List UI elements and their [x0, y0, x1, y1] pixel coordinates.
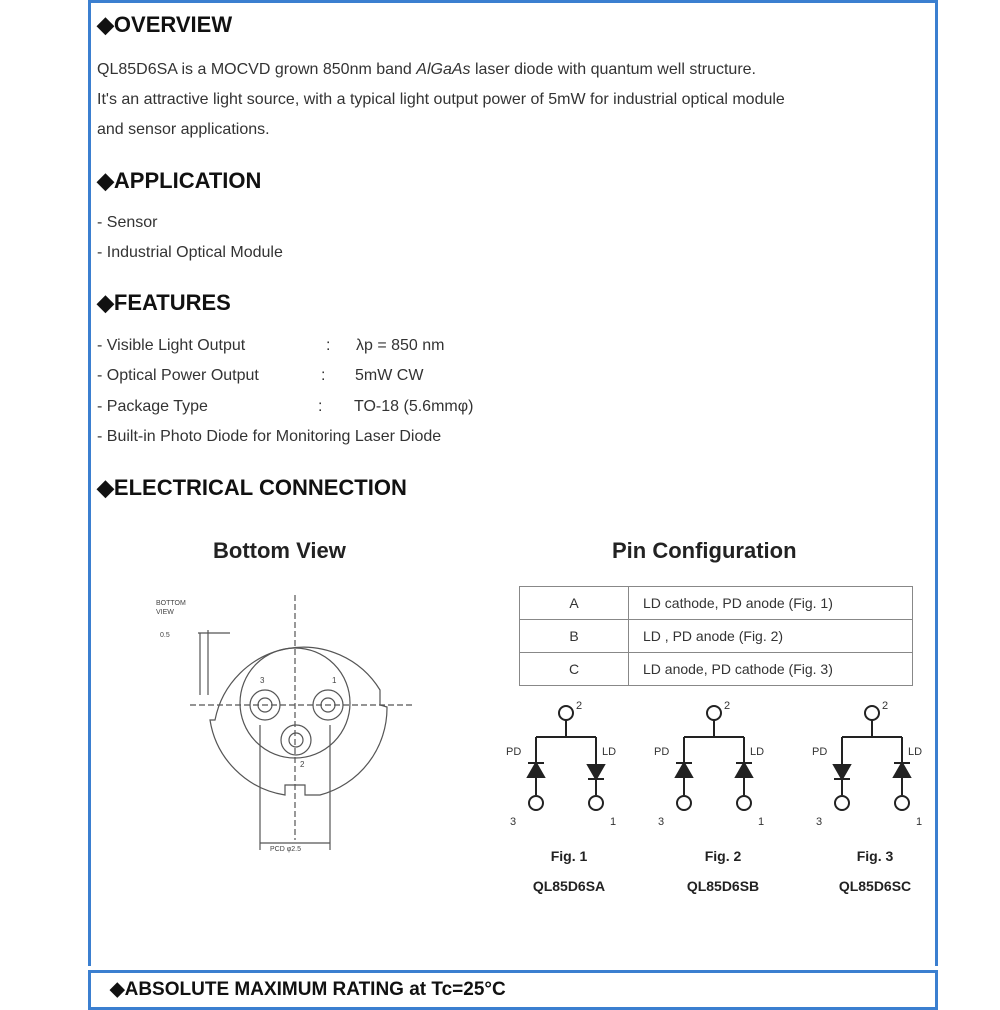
fig2-ld: LD — [750, 746, 765, 758]
fig1-pin2: 2 — [576, 700, 583, 712]
overview-line-1-pre: QL85D6SA is a MOCVD grown 850nm band — [97, 61, 417, 78]
fig2-pin3: 3 — [658, 816, 665, 828]
features-heading: ◆FEATURES — [97, 290, 231, 315]
feature-sep: : — [326, 337, 331, 354]
fig1-pd: PD — [506, 746, 522, 758]
application-heading: ◆APPLICATION — [97, 168, 262, 193]
bottom-view-title: Bottom View — [213, 538, 346, 563]
fig3-pin1: 1 — [916, 816, 923, 828]
pin-key: C — [520, 653, 629, 686]
feature-value: TO-18 (5.6mmφ) — [354, 398, 474, 415]
pin-config-table — [519, 586, 913, 686]
circuit-figures — [490, 695, 940, 835]
feature-sep: : — [318, 398, 323, 415]
pin1-label: 1 — [332, 676, 337, 685]
feature-label: - Package Type — [97, 398, 208, 415]
overview-line-1-post: laser diode with quantum well structure. — [470, 61, 756, 78]
fig2-model: QL85D6SB — [686, 878, 760, 894]
pin-value: LD cathode, PD anode (Fig. 1) — [629, 587, 913, 620]
fig3-pd: PD — [812, 746, 828, 758]
feature-label: - Optical Power Output — [97, 367, 259, 384]
table-row — [520, 620, 913, 653]
overview-line-1-italic: AlGaAs — [416, 61, 471, 78]
fig3-ld: LD — [908, 746, 923, 758]
fig2-pd: PD — [654, 746, 670, 758]
pin-key: A — [520, 587, 629, 620]
feature-label: - Visible Light Output — [97, 337, 246, 354]
feature-extra: - Built-in Photo Diode for Monitoring Laser Diode — [97, 428, 442, 445]
fig3-pin3: 3 — [816, 816, 823, 828]
application-item: - Sensor — [97, 214, 158, 231]
fig1-pin3: 3 — [510, 816, 517, 828]
pcd-label: PCD φ2.5 — [270, 846, 301, 853]
pin-value: LD , PD anode (Fig. 2) — [629, 620, 913, 653]
fig1-model: QL85D6SA — [532, 878, 606, 894]
pin-value: LD anode, PD cathode (Fig. 3) — [629, 653, 913, 686]
table-row — [520, 653, 913, 686]
application-item: - Industrial Optical Module — [97, 244, 283, 261]
fig1-ld: LD — [602, 746, 617, 758]
pin2-label: 2 — [300, 760, 305, 769]
fig2-pin1: 1 — [758, 816, 765, 828]
pin-key: B — [520, 620, 629, 653]
feature-value: 5mW CW — [355, 367, 424, 384]
overview-line-1 — [97, 61, 756, 79]
feature-sep: : — [321, 367, 326, 384]
fig2-pin2: 2 — [724, 700, 731, 712]
overview-heading: ◆OVERVIEW — [97, 12, 233, 37]
table-row — [520, 587, 913, 620]
view-label: VIEW — [156, 609, 174, 616]
electrical-heading: ◆ELECTRICAL CONNECTION — [97, 475, 407, 500]
overview-line-3: and sensor applications. — [97, 121, 270, 138]
fig2-label: Fig. 2 — [704, 848, 742, 864]
fig3-label: Fig. 3 — [856, 848, 894, 864]
pin-configuration-title: Pin Configuration — [612, 538, 797, 563]
pin3-label: 3 — [260, 676, 265, 685]
overview-line-2: It's an attractive light source, with a typical light output power of 5mW for industrial optical module — [97, 91, 785, 108]
feature-value: λp = 850 nm — [356, 337, 445, 354]
fig3-pin2: 2 — [882, 700, 889, 712]
fig1-pin1: 1 — [610, 816, 617, 828]
fig3-model: QL85D6SC — [838, 878, 912, 894]
bottom-view-drawing — [140, 585, 430, 865]
dim-label: 0.5 — [160, 632, 170, 639]
bottom-label: BOTTOM — [156, 600, 186, 607]
abs-max-heading: ◆ABSOLUTE MAXIMUM RATING at Tc=25°C — [110, 979, 506, 1000]
fig1-label: Fig. 1 — [550, 848, 588, 864]
